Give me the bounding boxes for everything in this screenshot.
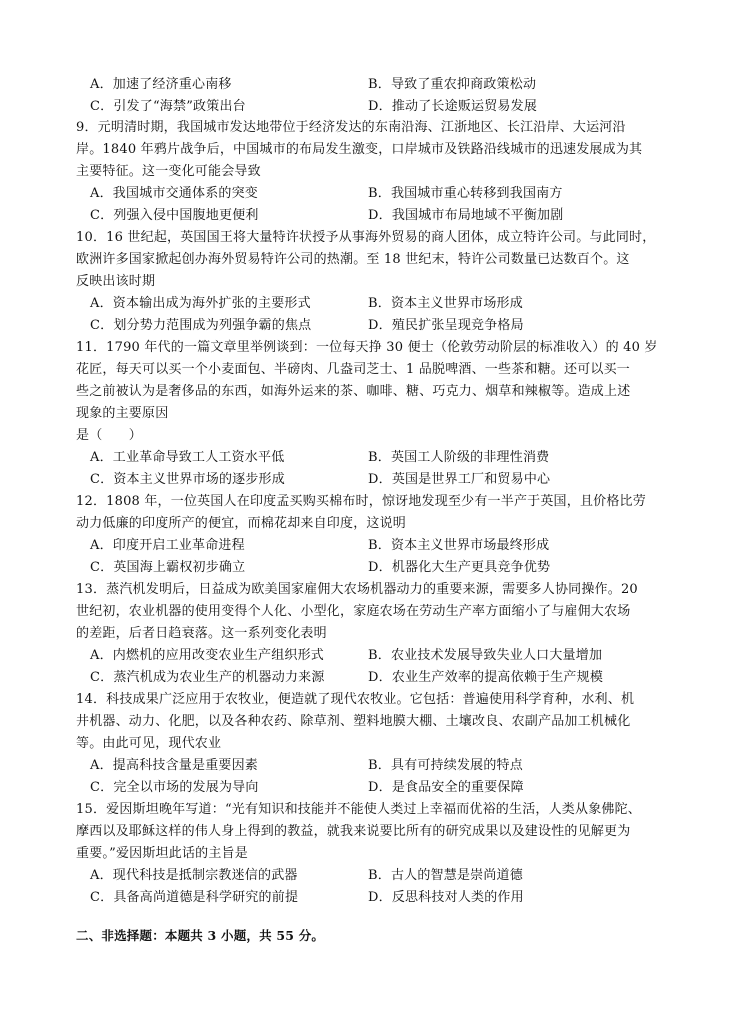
q12-stem-line2: 动力低廉的印度所产的便宜，而棉花却来自印度，这说明 — [76, 516, 407, 531]
q11-stem-line5: 是（ ） — [76, 428, 143, 443]
q9-stem-line3: 主要特征。这一变化可能会导致 — [76, 164, 261, 179]
q11-stem-line3: 些之前被认为是奢侈品的东西，如海外运来的茶、咖啡、糖、巧克力、烟草和辣椒等。造成上述 — [76, 384, 631, 399]
q11-option-b: B．英国工人阶级的非理性消费 — [368, 450, 550, 465]
q13-option-c: C．蒸汽机成为农业生产的机器动力来源 — [90, 670, 325, 685]
q10-stem-line3: 反映出该时期 — [76, 274, 156, 289]
q12-option-a: A．印度开启工业革命进程 — [90, 538, 245, 553]
q15-stem-line2: 摩西以及耶稣这样的伟人身上得到的教益，就我来说要比所有的研究成果以及建设性的见解更为 — [76, 824, 631, 839]
q11-option-d: D．英国是世界工厂和贸易中心 — [368, 472, 551, 487]
q15-option-a: A．现代科技是抵制宗教迷信的武器 — [90, 868, 298, 883]
q10-option-b: B．资本主义世界市场形成 — [368, 296, 523, 311]
q13-option-a: A．内燃机的应用改变农业生产组织形式 — [90, 648, 324, 663]
q8-option-a: A．加速了经济重心南移 — [90, 77, 232, 92]
q12-option-b: B．资本主义世界市场最终形成 — [368, 538, 550, 553]
q11-stem-line2: 花匠，每天可以买一个小麦面包、半磅肉、几盎司芝士、1 品脱啤酒、一些茶和糖。还可以买一 — [76, 362, 631, 377]
q11-option-c: C．资本主义世界市场的逐步形成 — [90, 472, 285, 487]
q15-option-c: C．具备高尚道德是科学研究的前提 — [90, 890, 299, 905]
q13-option-d: D．农业生产效率的提高依赖于生产规模 — [368, 670, 604, 685]
q10-option-a: A．资本输出成为海外扩张的主要形式 — [90, 296, 311, 311]
q8-option-c: C．引发了“海禁”政策出台 — [90, 99, 246, 114]
q9-option-c: C．列强入侵中国腹地更便利 — [90, 208, 259, 223]
q11-stem-line4: 现象的主要原因 — [76, 406, 169, 421]
q9-option-d: D．我国城市布局地域不平衡加剧 — [368, 208, 564, 223]
q14-option-a: A．提高科技含量是重要因素 — [90, 758, 258, 773]
q15-stem-line1: 15．爱因斯坦晚年写道：“光有知识和技能并不能使人类过上幸福而优裕的生活，人类从象佛陀、 — [76, 802, 641, 817]
q13-stem-line2: 世纪初，农业机器的使用变得个人化、小型化，家庭农场在劳动生产率方面缩小了与雇佣大农场 — [76, 604, 631, 619]
q14-stem-line3: 等。由此可见，现代农业 — [76, 736, 222, 751]
q10-stem-line2: 欧洲许多国家掀起创办海外贸易特许公司的热潮。至 18 世纪末，特许公司数量已达数百个。这 — [76, 252, 630, 267]
q8-option-b: B．导致了重农抑商政策松动 — [368, 77, 537, 92]
q11-stem-line1: 11．1790 年代的一篇文章里举例谈到：一位每天挣 30 便士（伦敦劳动阶层的标准收入）的 40 岁 — [76, 340, 658, 355]
q12-option-d: D．机器化大生产更具竞争优势 — [368, 560, 551, 575]
q15-stem-line3: 重要。”爱因斯坦此话的主旨是 — [76, 846, 248, 861]
q14-option-d: D．是食品安全的重要保障 — [368, 780, 524, 795]
q13-option-b: B．农业技术发展导致失业人口大量增加 — [368, 648, 603, 663]
q9-stem-line1: 9．元明清时期，我国城市发达地带位于经济发达的东南沿海、江浙地区、长江沿岸、大运河沿 — [76, 120, 626, 135]
q13-stem-line3: 的差距，后者日趋衰落。这一系列变化表明 — [76, 626, 327, 641]
section-heading: 二、非选择题：本题共 3 小题，共 55 分。 — [76, 928, 325, 943]
q9-option-b: B．我国城市重心转移到我国南方 — [368, 186, 563, 201]
q14-stem-line2: 井机器、动力、化肥，以及各种农药、除草剂、塑料地膜大棚、土壤改良、农副产品加工机械化 — [76, 714, 631, 729]
q15-option-b: B．古人的智慧是崇尚道德 — [368, 868, 523, 883]
q12-stem-line1: 12．1808 年，一位英国人在印度孟买购买棉布时，惊讶地发现至少有一半产于英国，且价格比劳 — [76, 494, 646, 509]
q14-stem-line1: 14．科技成果广泛应用于农牧业，便造就了现代农牧业。它包括：普遍使用科学育种，水利、机 — [76, 692, 635, 707]
q14-option-b: B．具有可持续发展的特点 — [368, 758, 523, 773]
q10-option-d: D．殖民扩张呈现竞争格局 — [368, 318, 524, 333]
q11-option-a: A．工业革命导致工人工资水平低 — [90, 450, 285, 465]
q15-option-d: D．反思科技对人类的作用 — [368, 890, 524, 905]
q13-stem-line1: 13．蒸汽机发明后，日益成为欧美国家雇佣大农场机器动力的重要来源，需要多人协同操作。20 — [76, 582, 638, 597]
q10-stem-line1: 10．16 世纪起，英国国王将大量特许状授予从事海外贸易的商人团体，成立特许公司。与此同时， — [76, 230, 656, 245]
q8-option-d: D．推动了长途贩运贸易发展 — [368, 99, 538, 114]
q9-stem-line2: 岸。1840 年鸦片战争后，中国城市的布局发生激变，口岸城市及铁路沿线城市的迅速发展成为其 — [76, 142, 643, 157]
q14-option-c: C．完全以市场的发展为导向 — [90, 780, 259, 795]
q12-option-c: C．英国海上霸权初步确立 — [90, 560, 246, 575]
q10-option-c: C．划分势力范围成为列强争霸的焦点 — [90, 318, 312, 333]
q9-option-a: A．我国城市交通体系的突变 — [90, 186, 258, 201]
